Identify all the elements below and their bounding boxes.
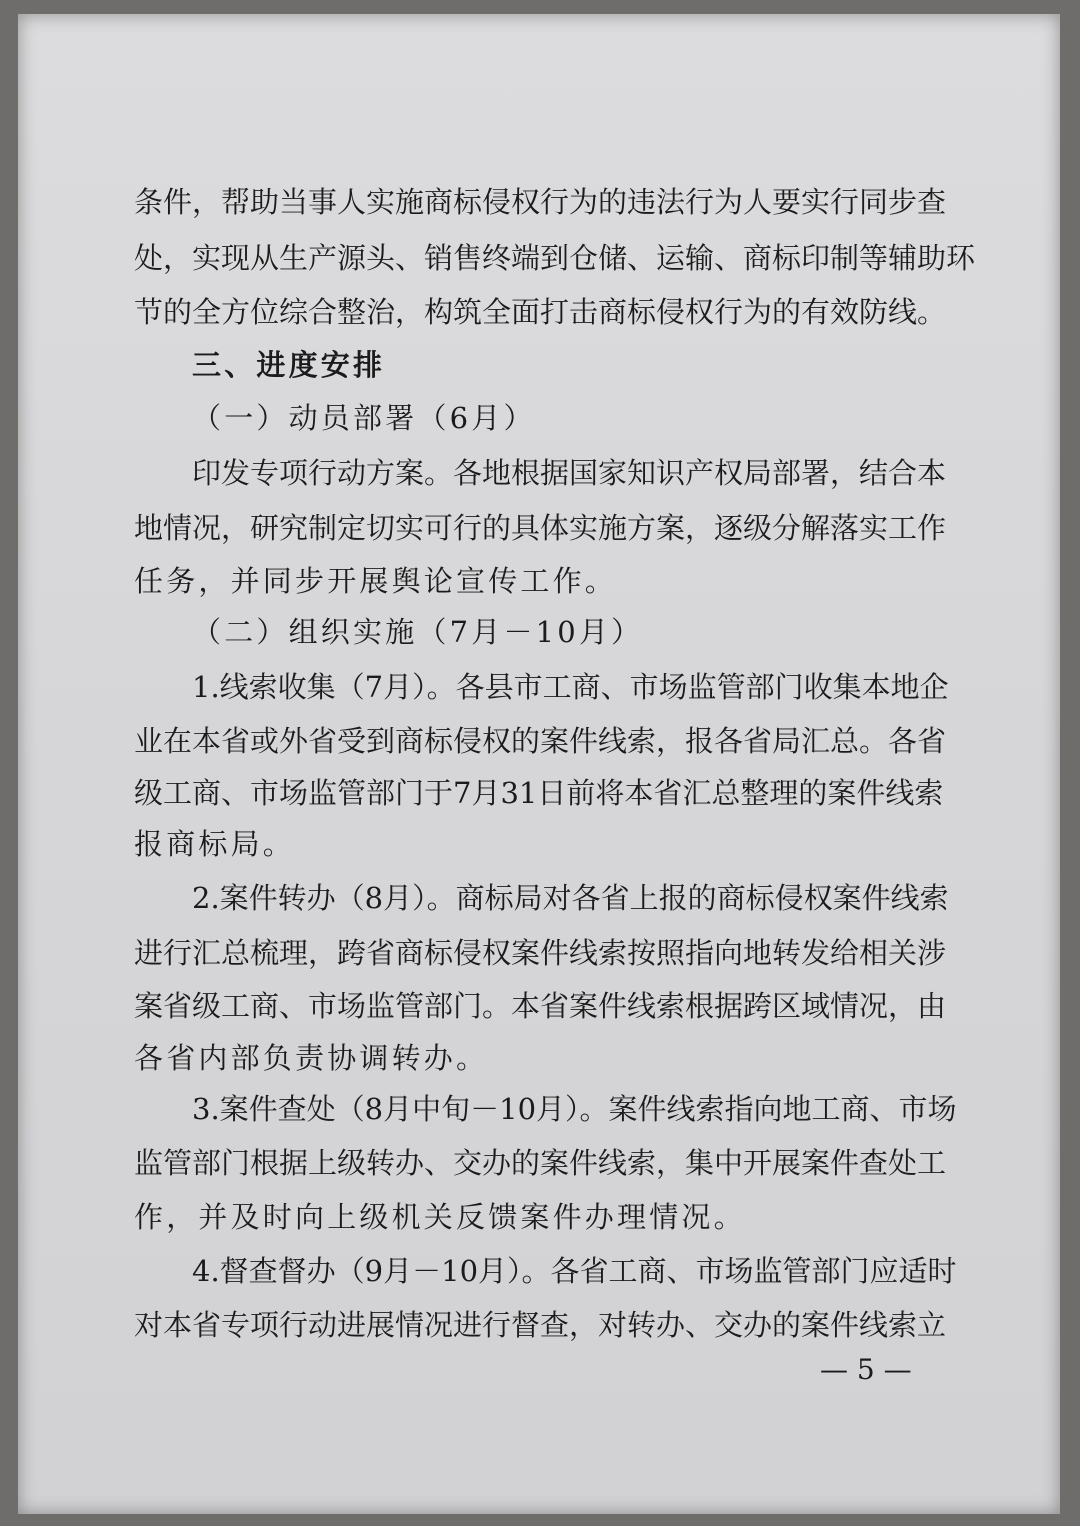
text-line: 进行汇总梳理，跨省商标侵权案件线索按照指向地转发给相关涉 bbox=[134, 936, 947, 970]
text-line: 节的全方位综合整治，构筑全面打击商标侵权行为的有效防线。 bbox=[134, 295, 947, 329]
document-page bbox=[18, 14, 1060, 1514]
subsection-heading: （二）组织实施（7月－10月） bbox=[192, 615, 644, 649]
text-line: 报商标局。 bbox=[134, 827, 296, 861]
text-line: 3.案件查处（8月中旬－10月）。案件线索指向地工商、市场 bbox=[192, 1092, 957, 1126]
text-line: 地情况，研究制定切实可行的具体实施方案，逐级分解落实工作 bbox=[134, 511, 947, 545]
text-line: 4.督查督办（9月－10月）。各省工商、市场监管部门应适时 bbox=[192, 1254, 957, 1288]
text-line: 案省级工商、市场监管部门。本省案件线索根据跨区域情况，由 bbox=[134, 989, 947, 1023]
text-line: 印发专项行动方案。各地根据国家知识产权局部署，结合本 bbox=[192, 456, 947, 490]
text-line: 各省内部负责协调转办。 bbox=[134, 1041, 489, 1075]
text-line: 业在本省或外省受到商标侵权的案件线索，报各省局汇总。各省 bbox=[134, 724, 947, 758]
text-line: 级工商、市场监管部门于7月31日前将本省汇总整理的案件线索 bbox=[134, 776, 944, 810]
text-line: 处，实现从生产源头、销售终端到仓储、运输、商标印制等辅助环 bbox=[134, 241, 976, 275]
text-line: 任务，并同步开展舆论宣传工作。 bbox=[134, 564, 618, 598]
section-heading: 三、进度安排 bbox=[192, 348, 386, 382]
text-line: 作，并及时向上级机关反馈案件办理情况。 bbox=[134, 1200, 746, 1234]
page-number: — 5 — bbox=[820, 1353, 912, 1386]
text-line: 1.线索收集（7月）。各县市工商、市场监管部门收集本地企 bbox=[192, 670, 949, 704]
text-line: 监管部门根据上级转办、交办的案件线索，集中开展案件查处工 bbox=[134, 1146, 947, 1180]
text-line: 条件，帮助当事人实施商标侵权行为的违法行为人要实行同步查 bbox=[134, 185, 947, 219]
text-line: 对本省专项行动进展情况进行督查，对转办、交办的案件线索立 bbox=[134, 1308, 947, 1342]
subsection-heading: （一）动员部署（6月） bbox=[192, 401, 536, 435]
text-line: 2.案件转办（8月）。商标局对各省上报的商标侵权案件线索 bbox=[192, 881, 949, 915]
